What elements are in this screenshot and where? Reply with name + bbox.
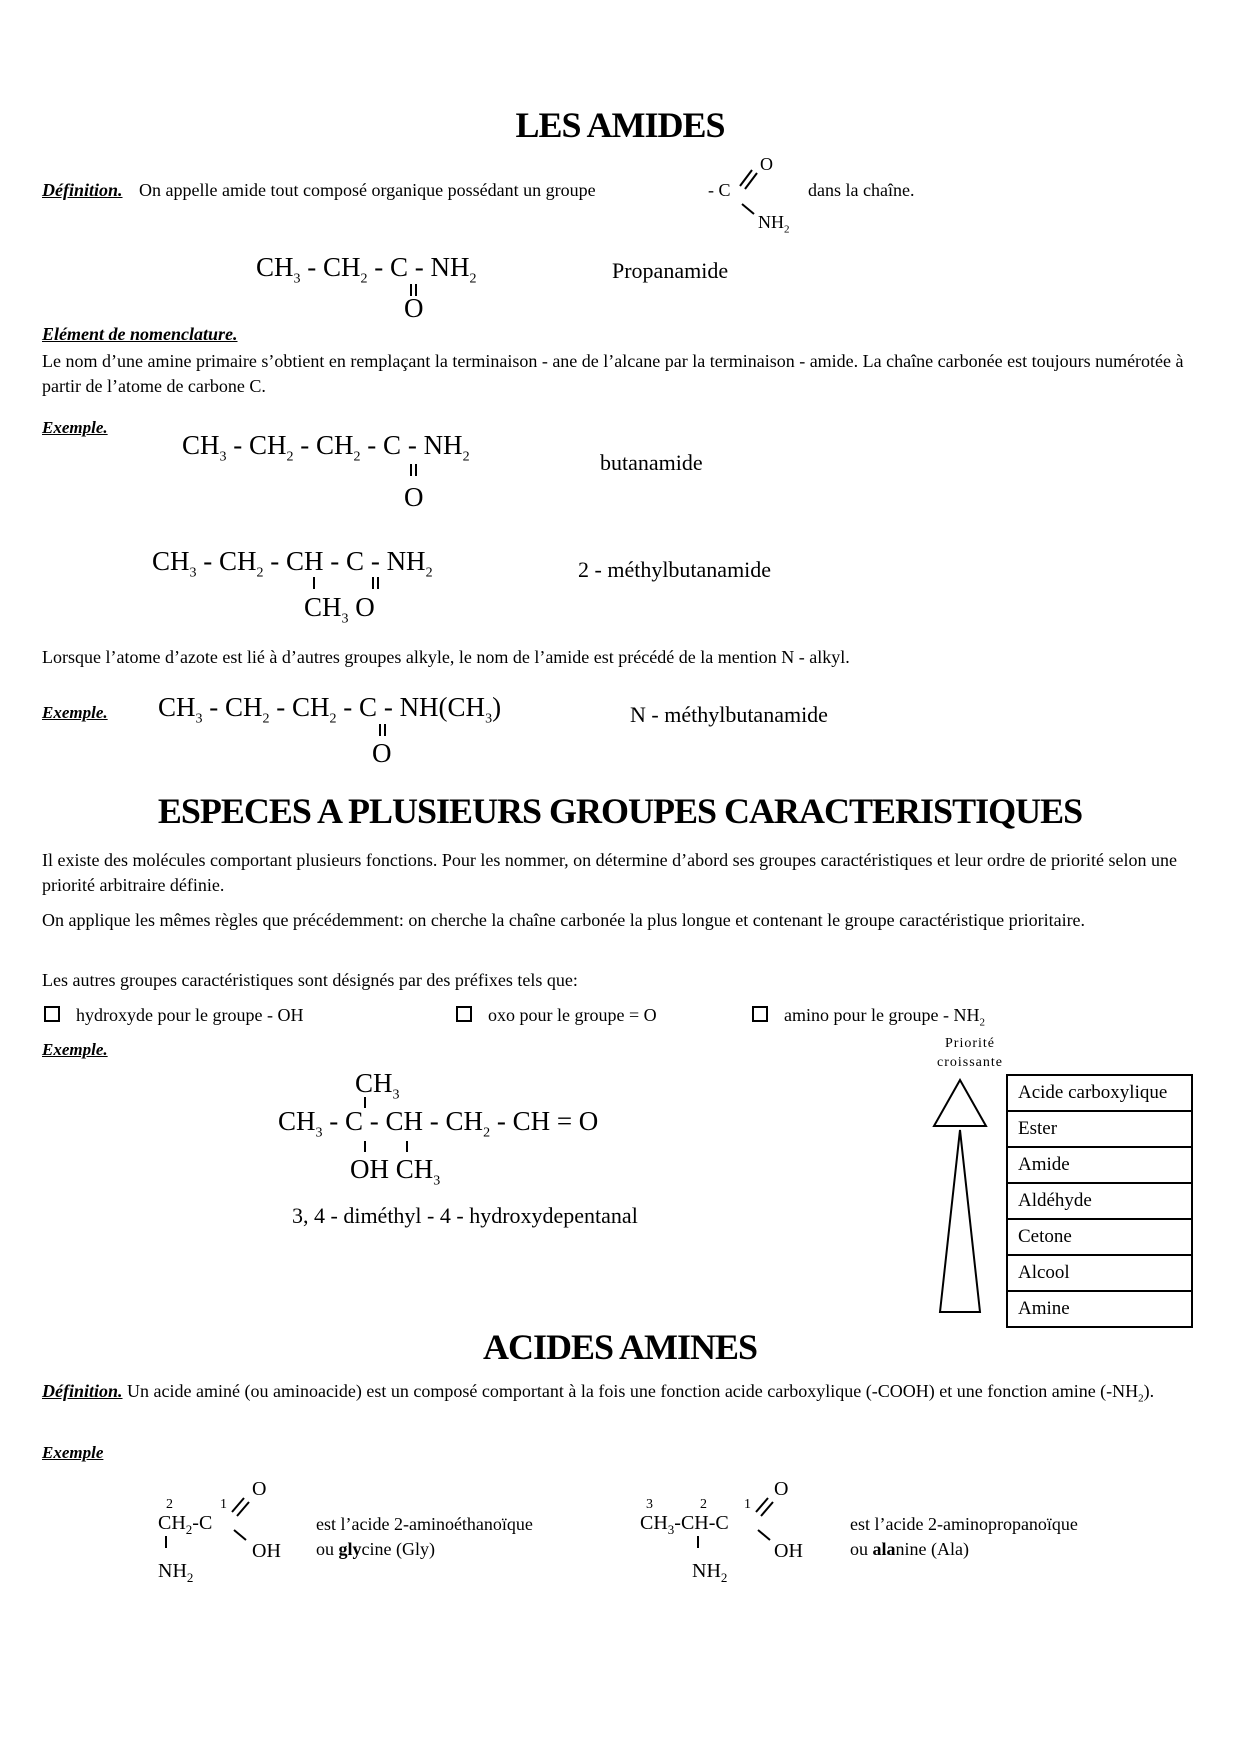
amides-title: LES AMIDES (515, 105, 725, 145)
group-bonds (738, 160, 818, 220)
molecule-name: 3, 4 - diméthyl - 4 - hydroxydepentanal (292, 1203, 638, 1228)
propanamide-formula: $CH_3 - CH_2$ - C - $NH_2$ (256, 252, 477, 287)
n-methylbutanamide-formula: $CH_3 - CH_2 - CH_2$ - C - $NH(CH_3)$ (158, 692, 502, 727)
priority-row: Acide carboxylique (1007, 1075, 1192, 1111)
group-c: - C (708, 180, 731, 200)
molecule-main-chain: $CH_3$ - C - CH - $CH_2$ - CH = O (278, 1106, 599, 1141)
example-label-2: Exemple. (42, 703, 108, 722)
priority-arrow-icon (932, 1078, 992, 1316)
priority-table (1006, 1074, 1193, 1328)
n-alkyl-text: Lorsque l’atome d’azote est lié à d’autres groupes alkyle, le nom de l’amide est précédé de la mention N - alkyl. (42, 647, 850, 667)
prefix-item-hydroxy: hydroxyde pour le groupe - OH (44, 1003, 303, 1028)
priority-row: Amine (1007, 1291, 1192, 1327)
nomenclature-label: Elément de nomenclature. (42, 324, 238, 344)
alanine-num-3: 3 (646, 1497, 653, 1512)
prefix-item-amino: amino pour le groupe - $NH_2$ (752, 1003, 985, 1036)
butanamide-double-bond (408, 464, 420, 478)
multi-paragraph-1: Il existe des molécules comportant plusieurs fonctions. Pour les nommer, on détermine d’abord ses groupes caractéristiques et leur ordre de priorité selon une priorité arbitraire définie. (42, 850, 1177, 895)
molecule-top-methyl: $CH_3$ (355, 1068, 400, 1103)
n-methylbutanamide-oxygen: O (372, 738, 392, 768)
n-methylbutanamide-name: N - méthylbutanamide (630, 702, 828, 727)
n-methylbutanamide-double-bond (377, 724, 389, 738)
butanamide-name: butanamide (600, 450, 703, 475)
checkbox-icon (456, 1006, 472, 1022)
example-label-4: Exemple (42, 1443, 104, 1462)
glycine-oxygen: O (252, 1478, 267, 1500)
multi-title: ESPECES A PLUSIEURS GROUPES CARACTERISTIQUES (157, 791, 1083, 831)
molecule-bottom-groups: OH $CH_3$ (350, 1154, 441, 1189)
amino-title: ACIDES AMINES (482, 1327, 758, 1367)
methylbutanamide-bonds (310, 576, 380, 592)
alanine-chain: $CH_3-CH-C$ (640, 1512, 729, 1537)
amino-definition-label: Définition. (42, 1381, 123, 1401)
alanine-description: est l’acide 2-aminopropanoïque ou alanine (Ala) (850, 1514, 1078, 1559)
priority-row: Aldéhyde (1007, 1183, 1192, 1219)
priority-row: Amide (1007, 1147, 1192, 1183)
checkbox-icon (752, 1006, 768, 1022)
molecule-bottom-bonds (360, 1140, 420, 1154)
butanamide-oxygen: O (404, 482, 424, 512)
amino-definition: Définition. Un acide aminé (ou aminoacide) est un composé comportant à la fois une fonction acide carboxylique (-COOH) et une fonction amine $(-NH_2)$. (42, 1381, 1155, 1405)
definition-label: Définition. (42, 180, 123, 200)
definition-text: On appelle amide tout composé organique possédant un groupe (139, 180, 596, 200)
priority-caption: Priorité croissante (937, 1036, 1003, 1070)
propanamide-oxygen: O (404, 293, 424, 323)
methylbutanamide-name: 2 - méthylbutanamide (578, 557, 772, 582)
glycine-num-2: 2 (166, 1497, 173, 1512)
priority-row: Ester (1007, 1111, 1192, 1147)
multi-paragraph-2: On applique les mêmes règles que précédemment: on cherche la chaîne carbonée la plus longue et contenant le groupe caractéristique prioritaire. (42, 910, 1086, 930)
alanine-nh2: $NH_2$ (692, 1560, 728, 1585)
butanamide-formula: $CH_3 - CH_2 - CH_2$ - C - $NH_2$ (182, 430, 470, 465)
glycine-chain: $CH_2-C$ (158, 1512, 213, 1537)
methylbutanamide-branch: $CH_3$ O (304, 592, 375, 627)
alanine-num-2: 2 (700, 1497, 707, 1512)
methylbutanamide-formula: $CH_3 - CH_2$ - CH - C - $NH_2$ (152, 546, 433, 581)
prefix-item-oxo: oxo pour le groupe = O (456, 1003, 657, 1028)
glycine-oh: OH (252, 1540, 281, 1562)
propanamide-name: Propanamide (612, 258, 729, 283)
multi-paragraph-3: Les autres groupes caractéristiques sont désignés par des préfixes tels que: (42, 970, 578, 990)
definition-after: dans la chaîne. (808, 180, 915, 200)
glycine-description: est l’acide 2-aminoéthanoïque ou glycine (Gly) (316, 1514, 533, 1559)
group-nh2: $NH_2$ (758, 212, 790, 236)
example-label-3: Exemple. (42, 1040, 108, 1059)
priority-row: Cetone (1007, 1219, 1192, 1255)
alanine-oxygen: O (774, 1478, 789, 1500)
glycine-bonds (160, 1490, 260, 1550)
glycine-num-1: 1 (220, 1497, 227, 1512)
example-label-1: Exemple. (42, 418, 108, 437)
alanine-oh: OH (774, 1540, 803, 1562)
glycine-nh2: $NH_2$ (158, 1560, 194, 1585)
amides-definition (42, 178, 596, 203)
nomenclature-text: Le nom d’une amine primaire s’obtient en remplaçant la terminaison - ane de l’alcane par la terminaison - amide. La chaîne carbonée est toujours numérotée à partir de l’atome de carbone C. (42, 351, 1184, 396)
priority-row: Alcool (1007, 1255, 1192, 1291)
checkbox-icon (44, 1006, 60, 1022)
group-o: O (760, 154, 773, 174)
alanine-num-1: 1 (744, 1497, 751, 1512)
